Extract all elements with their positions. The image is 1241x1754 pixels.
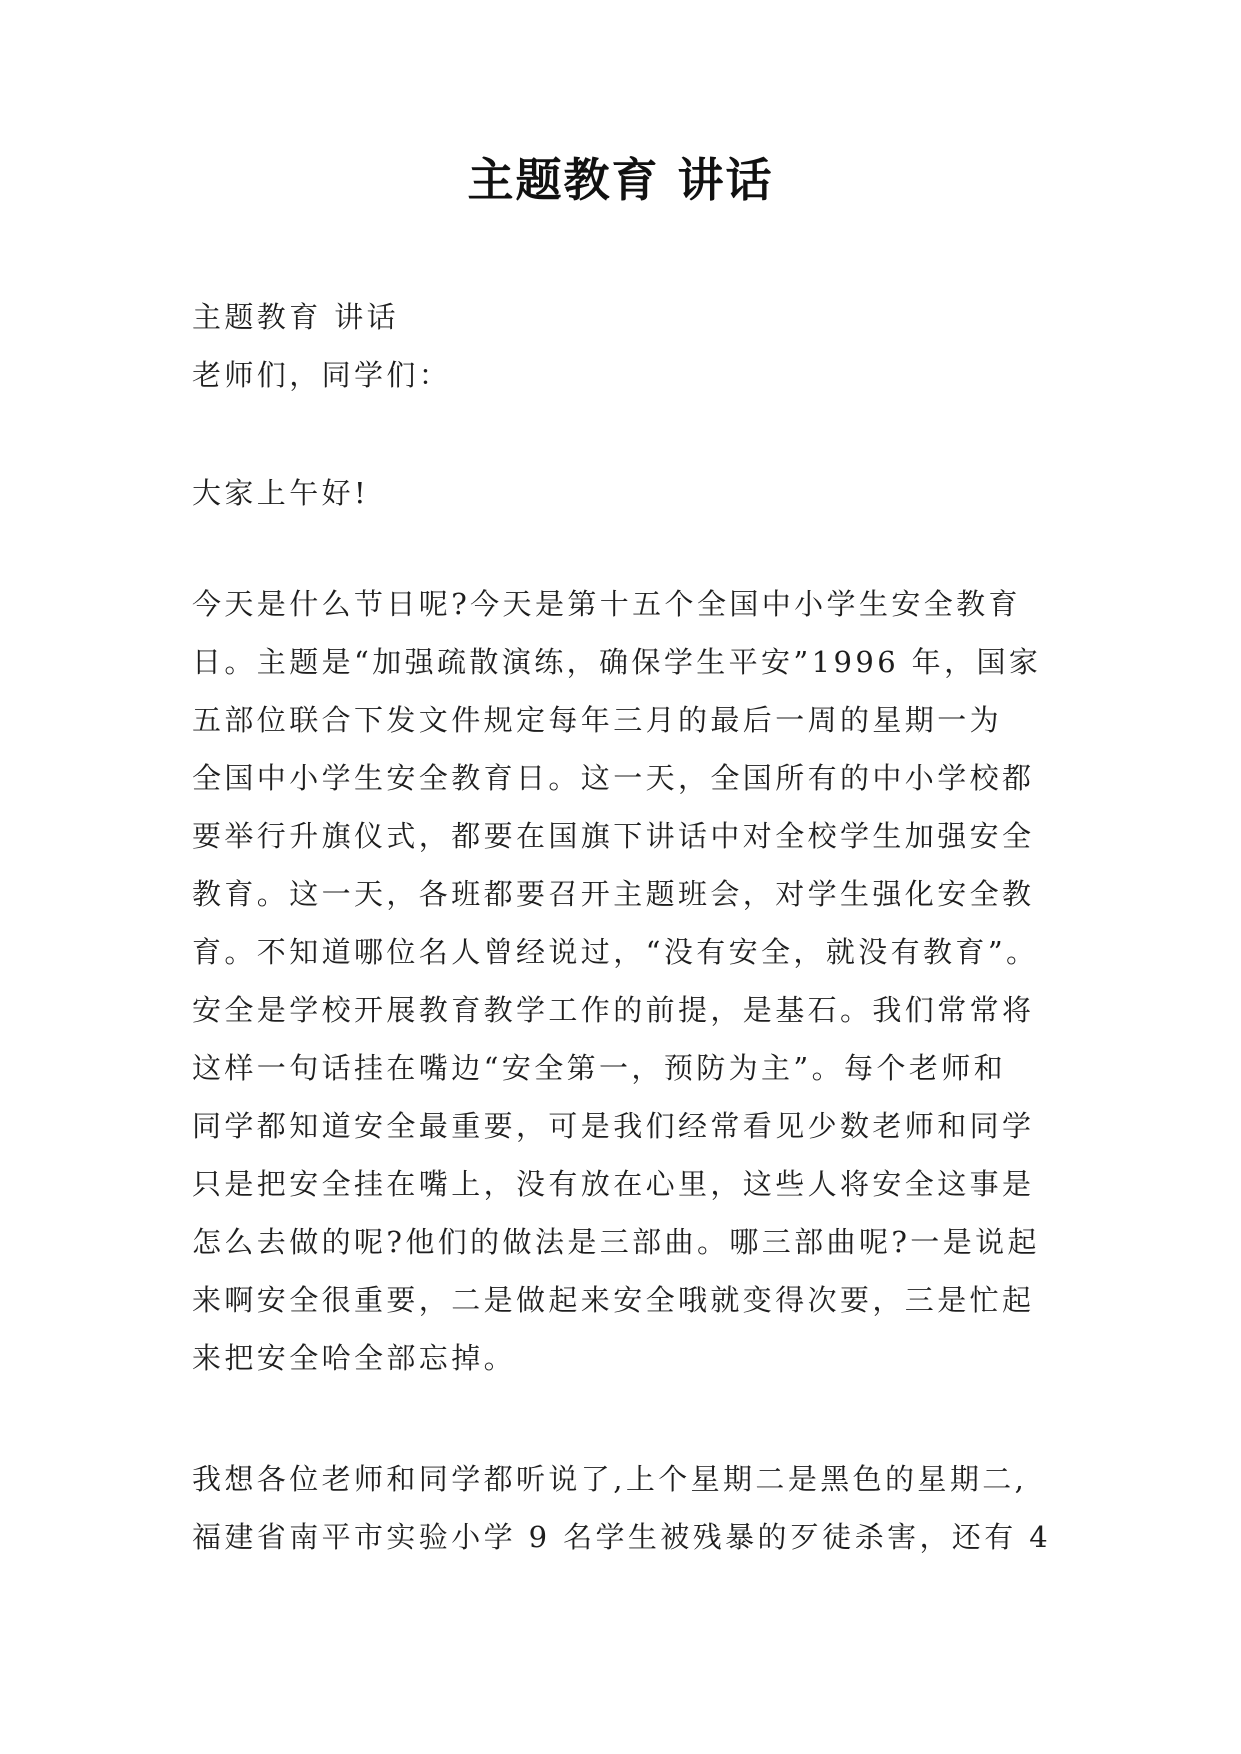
paragraph-line: 今天是什么节日呢?今天是第十五个全国中小学生安全教育 <box>192 587 1021 621</box>
greeting-text: 大家上午好! <box>192 476 370 510</box>
paragraph-2 <box>192 1450 1072 1566</box>
paragraph-line: 怎么去做的呢?他们的做法是三部曲。哪三部曲呢?一是说起 <box>192 1225 1040 1259</box>
salutation-text: 老师们，同学们： <box>192 358 452 392</box>
document-subtitle: 主题教育 讲话 <box>192 300 400 334</box>
document-title: 主题教育 讲话 <box>467 153 774 207</box>
paragraph-line: 来啊安全很重要，二是做起来安全哦就变得次要，三是忙起 <box>192 1283 1035 1317</box>
paragraph-line: 全国中小学生安全教育日。这一天，全国所有的中小学校都 <box>192 761 1035 795</box>
paragraph-line: 同学都知道安全最重要，可是我们经常看见少数老师和同学 <box>192 1109 1035 1143</box>
paragraph-line: 五部位联合下发文件规定每年三月的最后一周的星期一为 <box>192 703 1003 737</box>
paragraph-line: 日。主题是“加强疏散演练，确保学生平安”1996 年，国家 <box>192 645 1042 679</box>
paragraph-1 <box>192 575 1072 1387</box>
paragraph-line: 安全是学校开展教育教学工作的前提，是基石。我们常常将 <box>192 993 1035 1027</box>
paragraph-line: 这样一句话挂在嘴边“安全第一，预防为主”。每个老师和 <box>192 1051 1007 1085</box>
paragraph-line: 育。不知道哪位名人曾经说过，“没有安全，就没有教育”。 <box>192 935 1039 969</box>
paragraph-line: 福建省南平市实验小学 9 名学生被残暴的歹徒杀害，还有 4 <box>192 1520 1052 1554</box>
paragraph-line: 只是把安全挂在嘴上，没有放在心里，这些人将安全这事是 <box>192 1167 1035 1201</box>
paragraph-line: 要举行升旗仪式，都要在国旗下讲话中对全校学生加强安全 <box>192 819 1035 853</box>
paragraph-line: 来把安全哈全部忘掉。 <box>192 1341 517 1375</box>
paragraph-line: 教育。这一天，各班都要召开主题班会，对学生强化安全教 <box>192 877 1035 911</box>
paragraph-line: 我想各位老师和同学都听说了,上个星期二是黑色的星期二, <box>192 1462 1028 1496</box>
